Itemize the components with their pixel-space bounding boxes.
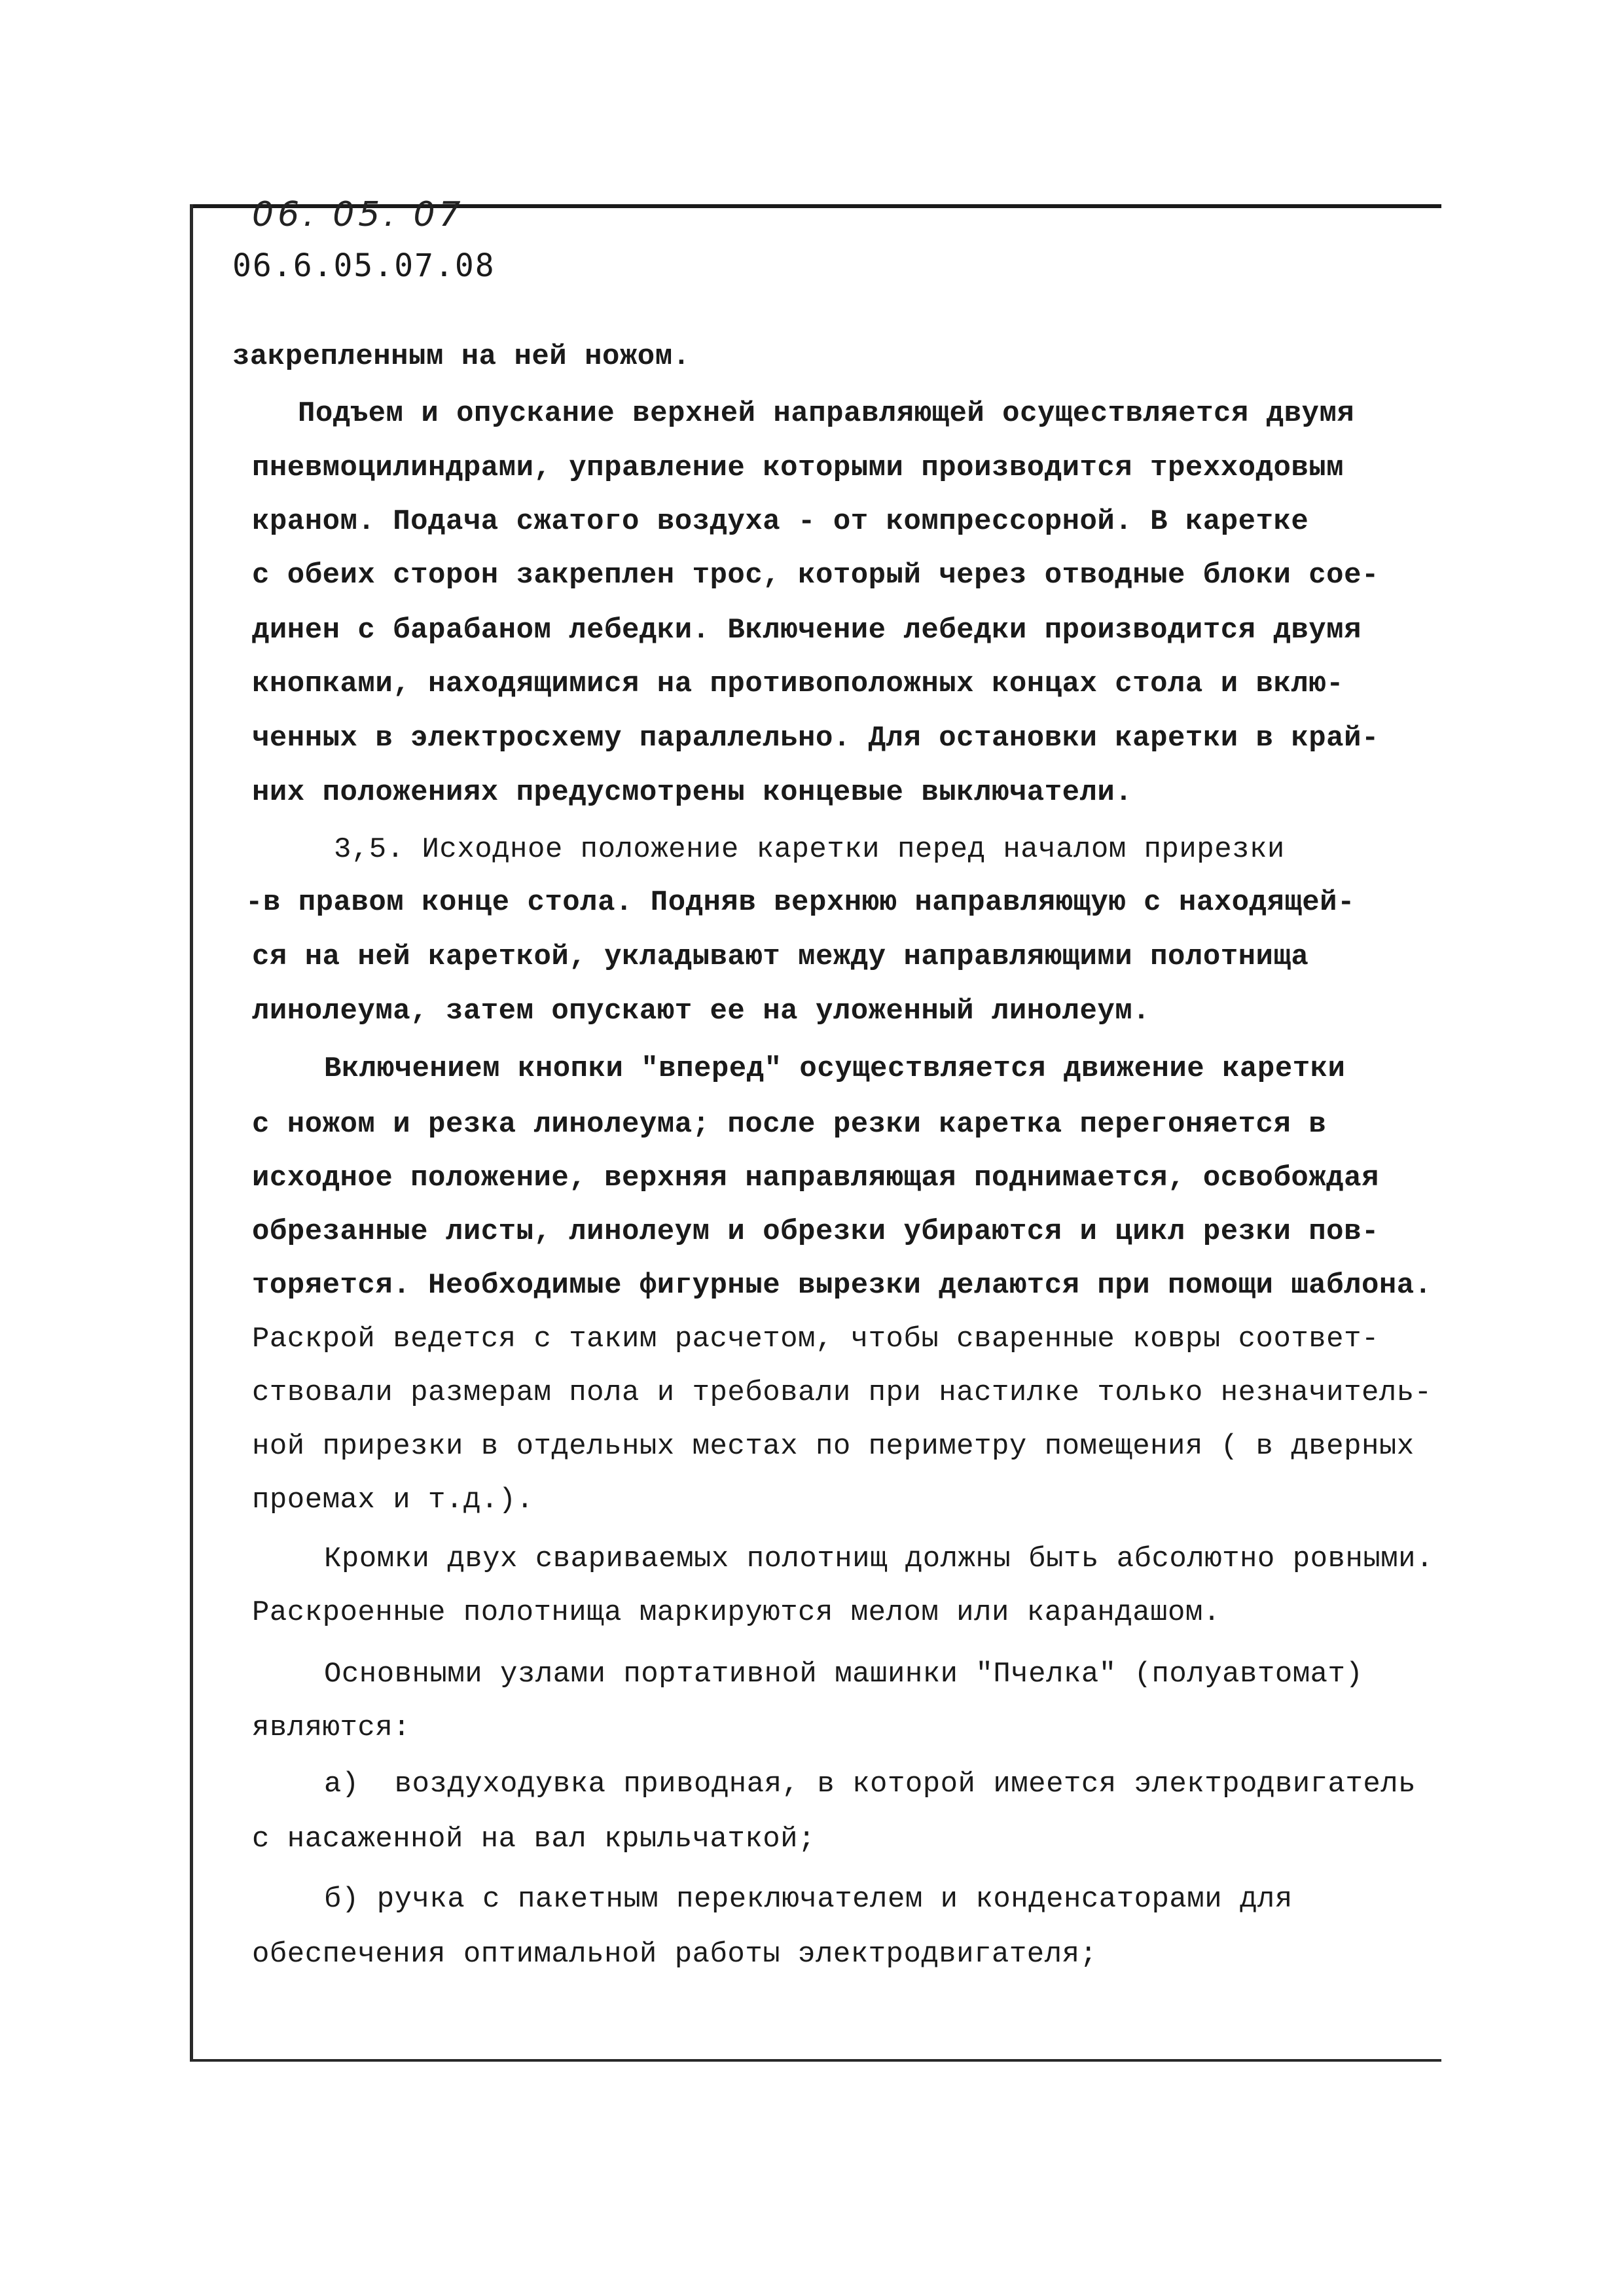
- text-line: кнопками, находящимися на противоположных концах стола и вклю-: [252, 668, 1344, 700]
- text-line: -в правом конце стола. Подняв верхнюю направляющую с находящей-: [245, 886, 1355, 919]
- text-line: Подъем и опускание верхней направляющей осуществляется двумя: [298, 397, 1355, 430]
- text-line: Включением кнопки "вперед" осуществляется движение каретки: [324, 1052, 1346, 1085]
- text-line: линолеума, затем опускают ее на уложенный линолеум.: [252, 995, 1151, 1028]
- text-line: ной прирезки в отдельных местах по периметру помещения ( в дверных: [252, 1430, 1415, 1463]
- text-line: обеспечения оптимальной работы электродвигателя;: [252, 1938, 1098, 1971]
- list-item-a: а) воздуходувка приводная, в которой имеется электродвигатель: [324, 1768, 1416, 1801]
- text-line: Основными узлами портативной машинки "Пчелка" (полуавтомат): [324, 1658, 1363, 1691]
- frame-bottom-border: [190, 2059, 1441, 2062]
- text-line: с ножом и резка линолеума; после резки каретка перегоняется в: [252, 1108, 1327, 1141]
- list-item-b: б) ручка с пакетным переключателем и конденсаторами для: [324, 1883, 1293, 1916]
- text-line: краном. Подача сжатого воздуха - от компрессорной. В каретке: [252, 505, 1309, 538]
- document-code: 06.6.05.07.08: [232, 247, 496, 284]
- text-line: с обеих сторон закреплен трос, который через отводные блоки сое-: [252, 559, 1379, 592]
- handwritten-code: 06. 05. 07: [252, 195, 465, 234]
- text-line: них положениях предусмотрены концевые выключатели.: [252, 776, 1133, 809]
- text-line: ченных в электросхему параллельно. Для остановки каретки в край-: [252, 722, 1379, 755]
- text-line: Раскроенные полотнища маркируются мелом или карандашом.: [252, 1596, 1221, 1629]
- text-line: закрепленным на ней ножом.: [232, 340, 691, 373]
- text-line: ся на ней кареткой, укладывают между направляющими полотнища: [252, 941, 1309, 973]
- text-line: динен с барабаном лебедки. Включение лебедки производится двумя: [252, 614, 1362, 647]
- text-line: исходное положение, верхняя направляющая поднимается, освобождая: [252, 1162, 1379, 1194]
- text-line: с насаженной на вал крыльчаткой;: [252, 1823, 816, 1856]
- text-line: Кромки двух свариваемых полотнищ должны быть абсолютно ровными.: [324, 1543, 1434, 1575]
- text-line: торяется. Необходимые фигурные вырезки делаются при помощи шаблона.: [252, 1269, 1432, 1302]
- text-line: Раскрой ведется с таким расчетом, чтобы сваренные ковры соответ-: [252, 1323, 1379, 1355]
- text-line: обрезанные листы, линолеум и обрезки убираются и цикл резки пов-: [252, 1215, 1379, 1248]
- text-line: пневмоцилиндрами, управление которыми производится трехходовым: [252, 452, 1344, 484]
- text-line: проемах и т.д.).: [252, 1484, 534, 1516]
- text-line: являются:: [252, 1712, 411, 1744]
- section-3-5-line: 3,5. Исходное положение каретки перед началом прирезки: [334, 833, 1285, 866]
- frame-left-border: [190, 204, 193, 2062]
- text-line: ствовали размерам пола и требовали при настилке только незначитель-: [252, 1376, 1432, 1409]
